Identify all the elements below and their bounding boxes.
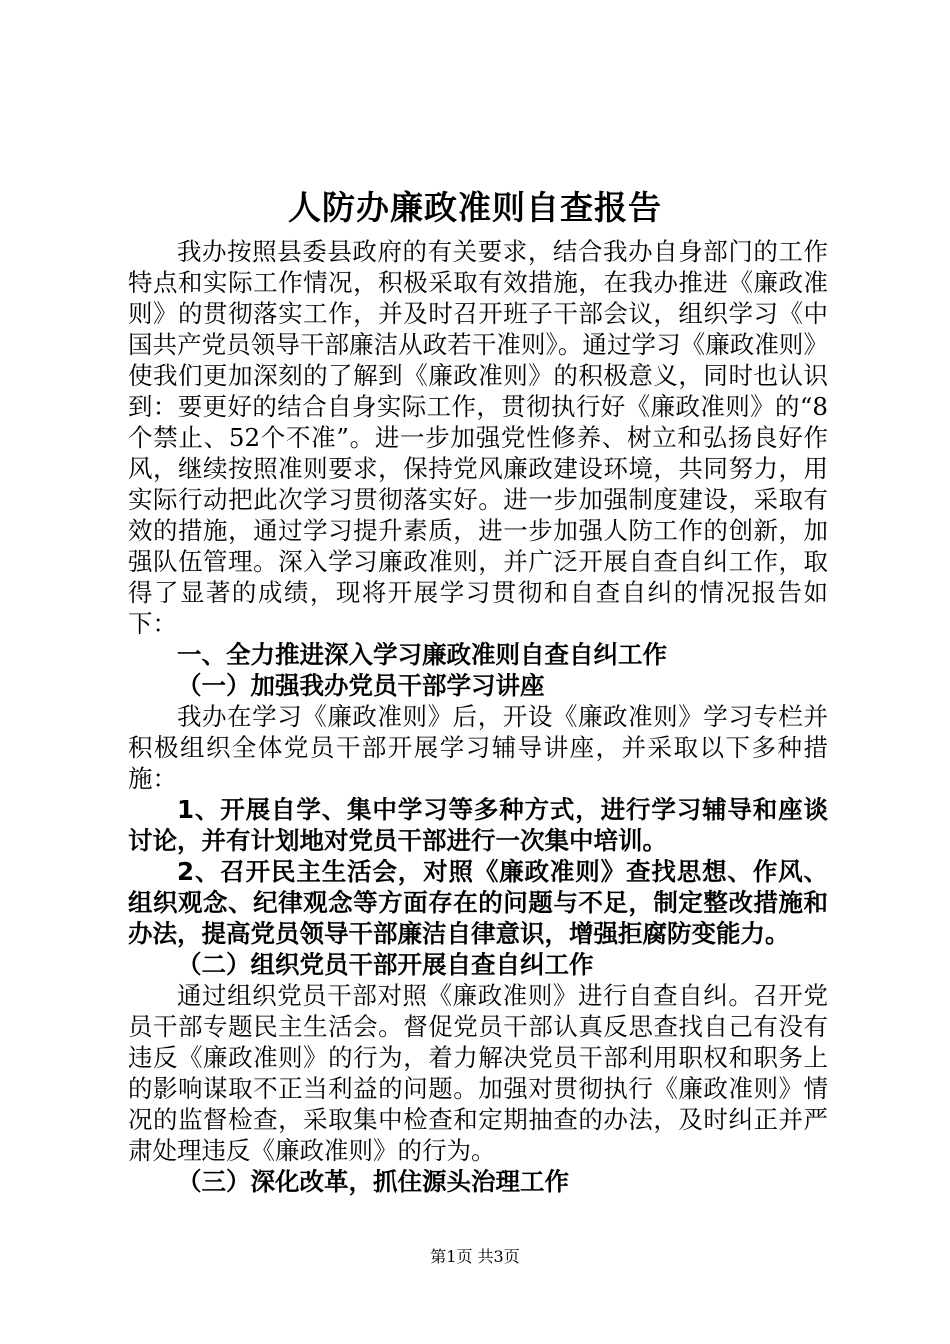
subsection-1-paragraph: 我办在学习《廉政准则》后，开设《廉政准则》学习专栏并积极组织全体党员干部开展学习辅导讲座，并采取以下多种措施：: [128, 702, 828, 793]
subsection-heading-3: （三）深化改革，抓住源头治理工作: [177, 1167, 569, 1196]
subsection-heading-2: （二）组织党员干部开展自查自纠工作: [177, 950, 594, 979]
subsection-heading-1: （一）加强我办党员干部学习讲座: [177, 671, 545, 700]
measure-item-1: 1、开展自学、集中学习等多种方式，进行学习辅导和座谈讨论，并有计划地对党员干部进行一次集中培训。: [128, 795, 828, 855]
document-body: [128, 236, 828, 1197]
measure-item-2: 2、召开民主生活会，对照《廉政准则》查找思想、作风、组织观念、纪律观念等方面存在的问题与不足，制定整改措施和办法，提高党员领导干部廉洁自律意识，增强拒腐防变能力。: [128, 857, 828, 948]
subsection-2-paragraph: 通过组织党员干部对照《廉政准则》进行自查自纠。召开党员干部专题民主生活会。督促党员干部认真反思查找自己有没有违反《廉政准则》的行为，着力解决党员干部利用职权和职务上的影响谋取不正当利益的问题。加强对贯彻执行《廉政准则》情况的监督检查，采取集中检查和定期抽查的办法，及时纠正并严肃处理违反《廉政准则》的行为。: [128, 981, 828, 1165]
intro-paragraph: 我办按照县委县政府的有关要求，结合我办自身部门的工作特点和实际工作情况，积极采取有效措施，在我办推进《廉政准则》的贯彻落实工作，并及时召开班子干部会议，组织学习《中国共产党员领导干部廉洁从政若干准则》。通过学习《廉政准则》使我们更加深刻的了解到《廉政准则》的积极意义，同时也认识到：要更好的结合自身实际工作，贯彻执行好《廉政准则》的“8个禁止、52个不准”。进一步加强党性修养、树立和弘扬良好作风，继续按照准则要求，保持党风廉政建设环境，共同努力，用实际行动把此次学习贯彻落实好。进一步加强制度建设，采取有效的措施，通过学习提升素质，进一步加强人防工作的创新，加强队伍管理。深入学习廉政准则，并广泛开展自查自纠工作，取得了显著的成绩，现将开展学习贯彻和自查自纠的情况报告如下：: [128, 237, 828, 638]
document-title: 人防办廉政准则自查报告: [288, 188, 662, 227]
page-footer: 第1页 共3页: [430, 1247, 520, 1266]
section-heading-1: 一、全力推进深入学习廉政准则自查自纠工作: [177, 640, 667, 669]
